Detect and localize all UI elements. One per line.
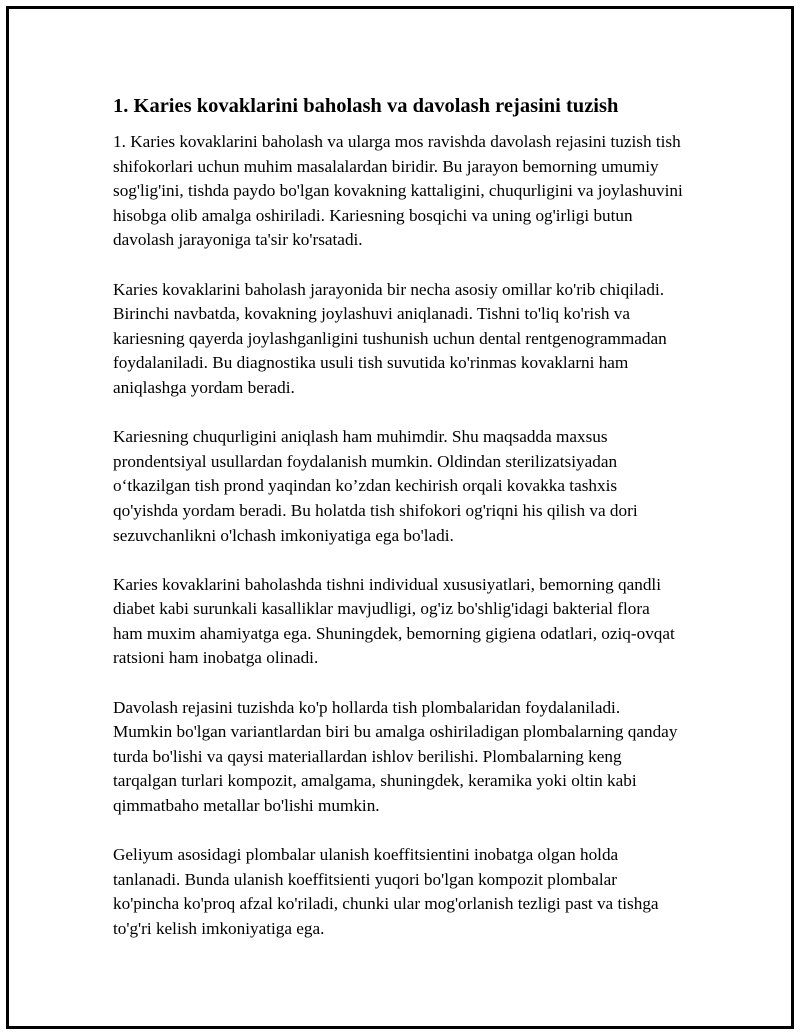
paragraph-6: Geliyum asosidagi plombalar ulanish koeffitsientini inobatga olgan holda tanlanadi. Bunda ulanish koeffitsienti yuqori bo'lgan kompozit plombalar ko'pincha ko'proq afzal ko'riladi, chunki ular mog'orlanish tezligi past va tishga to'g'ri kelish imkoniyatiga ega.	[113, 845, 659, 938]
paragraph-1: 1. Karies kovaklarini baholash va ularga mos ravishda davolash rejasini tuzish tish shifokorlari uchun muhim masalalardan biridir. Bu jarayon bemorning umumiy sog'lig'ini, tishda paydo bo'lgan kovakning kattaligini, chuqurligini va joylashuvini hisobga olib amalga oshiriladi. Kariesning bosqichi va uning og'irligi butun davolash jarayoniga ta'sir ko'rsatadi.	[113, 132, 683, 250]
paragraph-3: Kariesning chuqurligini aniqlash ham muhimdir. Shu maqsadda maxsus prondentsiyal usullardan foydalanish mumkin. Oldindan sterilizatsiyadan o‘tkazilgan tish prond yaqindan ko’zdan kechirish orqali kovakka tashxis qo'yishda yordam beradi. Bu holatda tish shifokori og'riqni his qilish va dori sezuvchanlikni o'lchash imkoniyatiga ega bo'ladi.	[113, 427, 638, 545]
paragraph-2: Karies kovaklarini baholash jarayonida bir necha asosiy omillar ko'rib chiqiladi. Birinchi navbatda, kovakning joylashuvi aniqlanadi. Tishni to'liq ko'rish va kariesning qayerda joylashganligini tushunish uchun dental rentgenogrammadan foydalaniladi. Bu diagnostika usuli tish suvutida ko'rinmas kovaklarni ham aniqlashga yordam beradi.	[113, 279, 667, 397]
document-title: 1. Karies kovaklarini baholash va davolash rejasini tuzish	[113, 95, 619, 117]
paragraph-5: Davolash rejasini tuzishda ko'p hollarda tish plombalaridan foydalaniladi. Mumkin bo'lgan variantlardan biri bu amalga oshiriladigan plombalarning qanday turda bo'lishi va qaysi materiallardan ishlov berilishi. Plombalarning keng tarqalgan turlari kompozit, amalgama, shuningdek, keramika yoki oltin kabi qimmatbaho metallar bo'lishi mumkin.	[113, 697, 678, 816]
document-body	[113, 92, 683, 966]
paragraph-4: Karies kovaklarini baholashda tishni individual xususiyatlari, bemorning qandli diabet kabi surunkali kasalliklar mavjudligi, og'iz bo'shlig'idagi bakterial flora ham muxim ahamiyatga ega. Shuningdek, bemorning gigiena odatlari, oziq-ovqat ratsioni ham inobatga olinadi.	[113, 574, 675, 668]
